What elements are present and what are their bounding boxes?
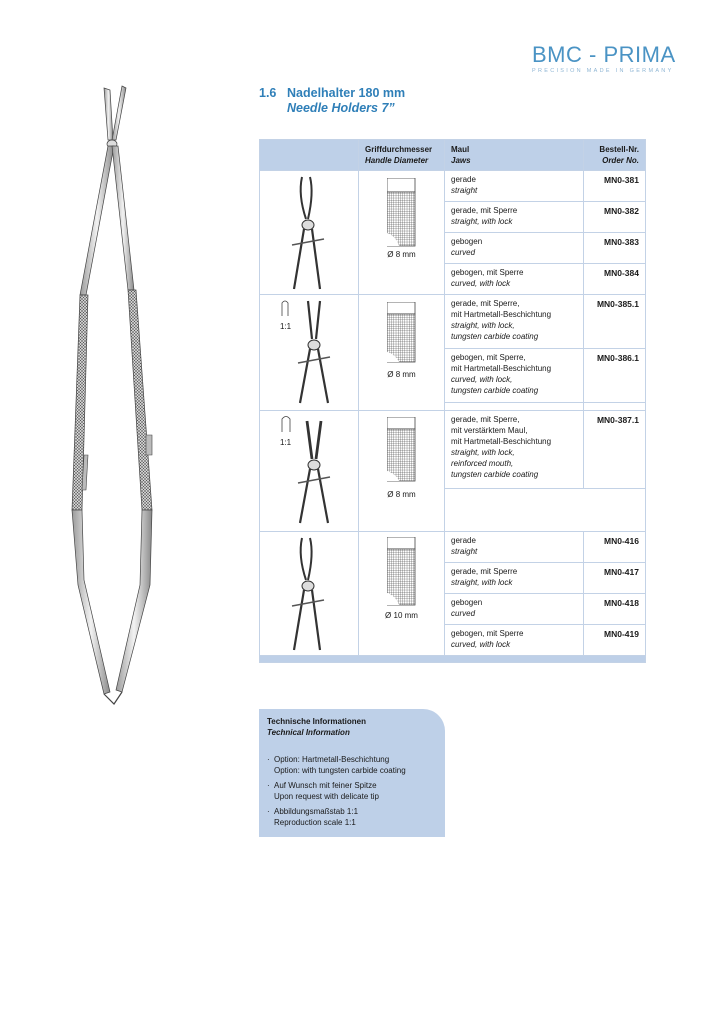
tip-profile-icon — [280, 415, 292, 433]
product-table — [259, 139, 646, 663]
table-header-row — [260, 140, 646, 171]
order-number: MN0-416 — [584, 532, 646, 563]
curved-needle-holder-image — [288, 175, 332, 291]
jaw-description: gerade straight — [445, 532, 584, 563]
table-row — [260, 411, 646, 489]
jaw-pattern-image — [387, 302, 417, 364]
list-item: · Option: Hartmetall-Beschichtung Option: with tungsten carbide coating — [267, 754, 437, 776]
jaw-description: gerade straight — [445, 171, 584, 202]
order-number: MN0-381 — [584, 171, 646, 202]
tech-title-de: Technische Informationen — [267, 717, 366, 726]
order-number: MN0-417 — [584, 563, 646, 594]
jaw-description: gebogen curved — [445, 233, 584, 264]
diameter-label: Ø 8 mm — [387, 250, 416, 259]
header-image — [260, 140, 359, 171]
instrument-thumbnail — [260, 295, 359, 411]
diameter-label: Ø 8 mm — [387, 490, 416, 499]
tech-list — [267, 754, 437, 828]
jaw-pattern-image — [387, 178, 417, 248]
section-title-en: Needle Holders 7” — [287, 101, 395, 115]
logo-tagline: PRECISION MADE IN GERMANY — [532, 68, 674, 74]
straight-needle-holder-image — [294, 299, 338, 405]
order-number: MN0-385.1 — [584, 295, 646, 349]
header-jaws: Maul Jaws — [445, 140, 584, 171]
jaw-description: gerade, mit Sperre straight, with lock — [445, 202, 584, 233]
diameter-label: Ø 8 mm — [387, 370, 416, 379]
table-row — [260, 295, 646, 349]
tip-profile-icon — [280, 299, 290, 317]
jaw-description: gebogen, mit Sperre, mit Hartmetall-Beschichtung curved, with lock, tungsten carbide coating — [445, 349, 584, 403]
curved-needle-holder-image — [288, 536, 332, 652]
order-number: MN0-387.1 — [584, 411, 646, 489]
brand-logo — [532, 42, 676, 74]
order-number: MN0-386.1 — [584, 349, 646, 403]
jaw-pattern-cell — [359, 411, 445, 532]
jaw-description: gebogen, mit Sperre curved, with lock — [445, 264, 584, 295]
table-footer-band — [260, 656, 646, 663]
section-heading — [259, 86, 405, 116]
section-title-de: Nadelhalter 180 mm — [287, 86, 406, 100]
header-diameter: Griffdurchmesser Handle Diameter — [359, 140, 445, 171]
scale-label: 1:1 — [280, 438, 292, 447]
scale-label: 1:1 — [280, 322, 292, 331]
table-row — [260, 171, 646, 202]
jaw-pattern-cell — [359, 532, 445, 656]
jaw-pattern-cell — [359, 171, 445, 295]
list-item: · Abbildungsmaßstab 1:1 Reproduction scale 1:1 — [267, 806, 437, 828]
instrument-thumbnail — [260, 532, 359, 656]
order-number: MN0-382 — [584, 202, 646, 233]
jaw-description: gerade, mit Sperre, mit verstärktem Maul, mit Hartmetall-Beschichtung straight, with lock, reinforced mouth, tungsten carbide coating — [445, 411, 584, 489]
jaw-pattern-image — [387, 537, 417, 607]
list-item: · Auf Wunsch mit feiner Spitze Upon request with delicate tip — [267, 780, 437, 802]
order-number: MN0-383 — [584, 233, 646, 264]
instrument-thumbnail — [260, 171, 359, 295]
instrument-thumbnail — [260, 411, 359, 532]
table-row — [260, 532, 646, 563]
order-number: MN0-418 — [584, 594, 646, 625]
order-number: MN0-384 — [584, 264, 646, 295]
needle-holder-illustration — [70, 80, 220, 710]
header-order: Bestell-Nr. Order No. — [584, 140, 646, 171]
jaw-pattern-cell — [359, 295, 445, 411]
order-number: MN0-419 — [584, 625, 646, 656]
jaw-description: gebogen curved — [445, 594, 584, 625]
section-number: 1.6 — [259, 86, 277, 100]
logo-wordmark: BMC - PRIMA — [532, 42, 676, 67]
technical-info-box — [259, 709, 445, 837]
jaw-description: gerade, mit Sperre, mit Hartmetall-Beschichtung straight, with lock, tungsten carbide coating — [445, 295, 584, 349]
tech-title-en: Technical Information — [267, 728, 350, 737]
jaw-description: gerade, mit Sperre straight, with lock — [445, 563, 584, 594]
diameter-label: Ø 10 mm — [385, 611, 418, 620]
jaw-description: gebogen, mit Sperre curved, with lock — [445, 625, 584, 656]
reinforced-needle-holder-image — [294, 419, 338, 525]
jaw-pattern-image — [387, 417, 417, 483]
